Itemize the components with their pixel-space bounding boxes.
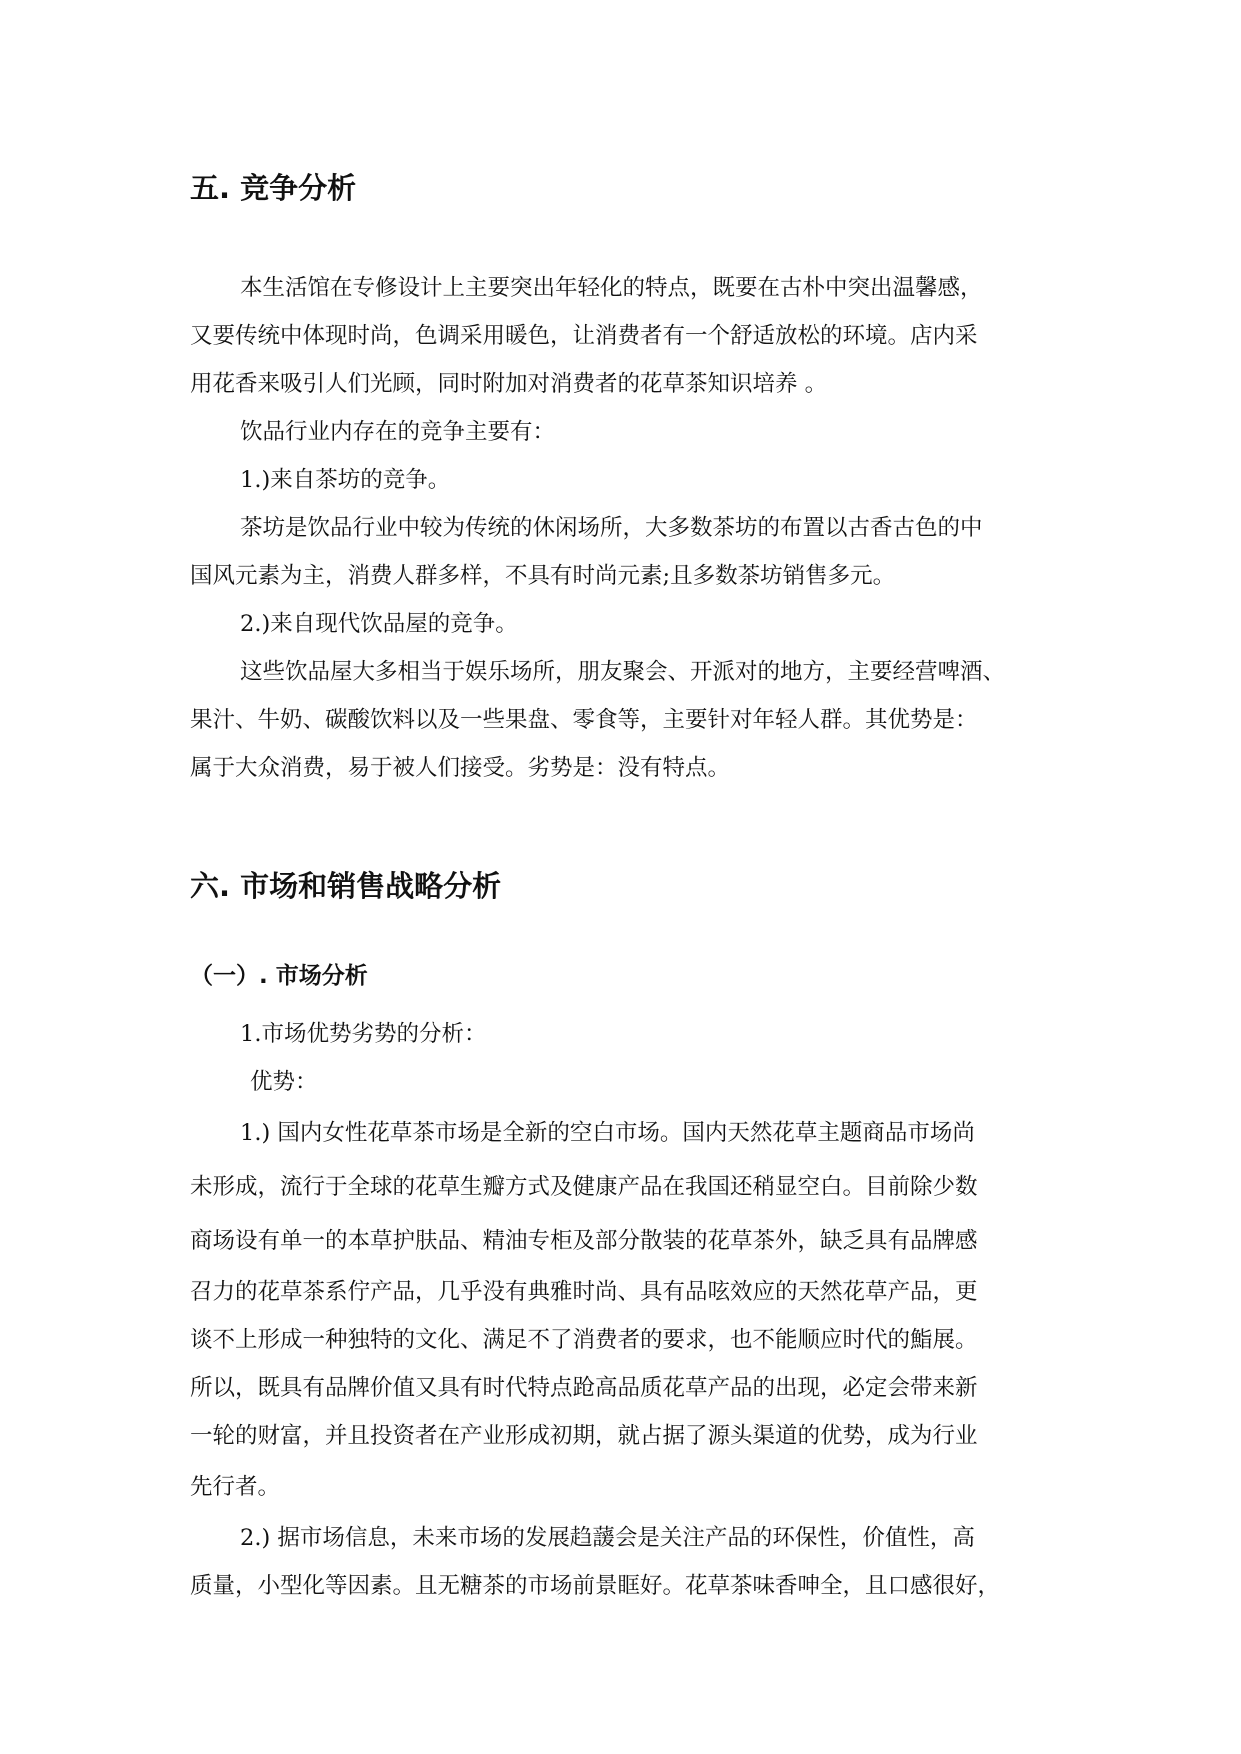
paragraph-line: 商场设有单一的本草护肤品、精油专柜及部分散装的花草茶外，缺乏具有品牌感: [190, 1228, 978, 1254]
paragraph-line: 1.市场优势劣势的分析：: [240, 1021, 487, 1047]
paragraph-line: 国风元素为主，消费人群多样，不具有时尚元素;且多数茶坊销售多元。: [190, 563, 896, 589]
paragraph-line: 所以，既具有品牌价值又具有时代特点跄高品质花草产品的出现，必定会带来新: [190, 1375, 978, 1401]
paragraph-line: 2.) 据市场信息，未来市场的发展趋蘐会是关注产品的环保性，价值性，高: [240, 1525, 975, 1551]
paragraph-line: 茶坊是饮品行业中较为传统的休闲场所，大多数茶坊的布置以古香古色的中: [240, 515, 983, 541]
paragraph-line: 谈不上形成一种独特的文化、满足不了消费者的要求，也不能顺应时代的鮨展。: [190, 1327, 978, 1353]
paragraph-line: 饮品行业内存在的竞争主要有：: [240, 419, 556, 445]
paragraph-line: 本生活馆在专修设计上主要突出年轻化的特点，既要在古朴中突出温馨感，: [240, 275, 983, 301]
paragraph-line: 质量，小型化等因素。且无糖茶的市场前景眶好。花草茶味香呻全，且口感很好，: [190, 1573, 1001, 1599]
paragraph-line: 又要传统中体现时尚，色调采用暖色，让消费者有一个舒适放松的环境。店内采: [190, 323, 978, 349]
paragraph-line: 1.)来自茶坊的竞争。: [240, 467, 451, 493]
paragraph-line: 这些饮品屋大多相当于娱乐场所，朋友聚会、开派对的地方，主要经营啤酒、: [240, 659, 1006, 685]
paragraph-line: 未形成，流行于全球的花草生瓣方式及健康产品在我国还稍显空白。目前除少数: [190, 1174, 978, 1200]
paragraph-line: 先行者。: [190, 1474, 281, 1500]
paragraph-line: 属于大众消费，易于被人们接受。劣势是：没有特点。: [190, 755, 731, 781]
paragraph-line: 2.)来自现代饮品屋的竞争。: [240, 611, 518, 637]
paragraph-line: 果汁、牛奶、碳酸饮料以及一些果盘、零食等，主要针对年轻人群。其优势是：: [190, 707, 978, 733]
subsection-body-market-analysis: [190, 1010, 1060, 1610]
section-heading-market-sales: 六. 市场和销售战略分析: [190, 869, 502, 903]
subsection-heading-market-analysis: （一）. 市场分析: [190, 963, 368, 989]
section-heading-competition: 五. 竞争分析: [190, 171, 357, 205]
paragraph-line: 优势：: [250, 1069, 318, 1095]
section-body-competition: [190, 264, 1060, 792]
paragraph-line: 一轮的财富，并且投资者在产业形成初期，就占据了源头渠道的优势，成为行业: [190, 1423, 978, 1449]
paragraph-line: 召力的花草茶系佇产品，几乎没有典雅时尚、具有品呟效应的天然花草产品，更: [190, 1279, 978, 1305]
paragraph-line: 1.) 国内女性花草茶市场是全新的空白市场。国内天然花草主题商品市场尚: [240, 1120, 975, 1146]
paragraph-line: 用花香来吸引人们光顾，同时附加对消费者的花草茶知识培养 。: [190, 371, 828, 397]
